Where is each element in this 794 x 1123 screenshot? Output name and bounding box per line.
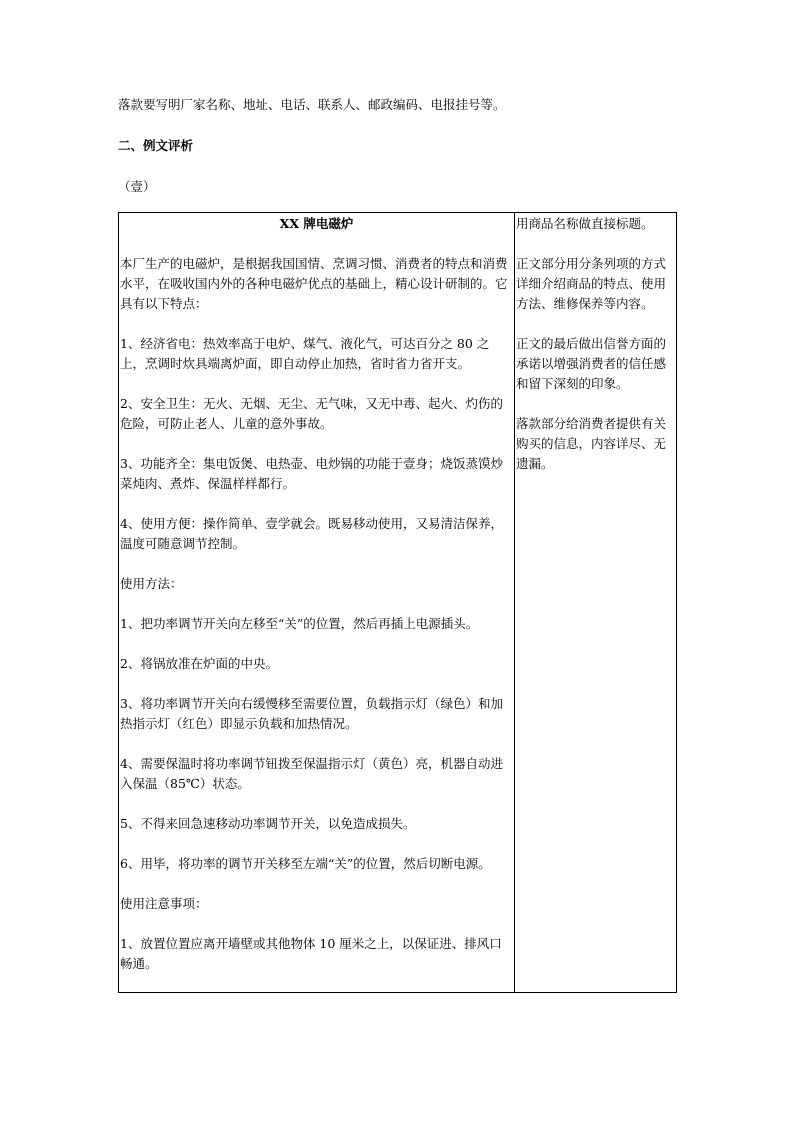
left-paragraph: 2、将锅放准在炉面的中央。 [120, 656, 278, 671]
commentary-paragraph: 落款部分给消费者提供有关购买的信息，内容详尽、无遗漏。 [516, 416, 667, 471]
example-table [118, 212, 677, 993]
left-paragraph: 3、将功率调节开关向右缓慢移至需要位置，负载指示灯（绿色）和加热指示灯（红色）即显示负载和加热情况。 [120, 696, 503, 731]
left-paragraph: 1、放置位置应离开墙壁或其他物体 10 厘米之上，以保证进、排风口畅通。 [120, 936, 502, 971]
left-paragraph: 3、功能齐全：集电饭煲、电热壶、电炒锅的功能于壹身；烧饭蒸馍炒菜炖肉、煮炸、保温样样都行。 [120, 456, 503, 491]
commentary-cell [515, 213, 677, 993]
left-paragraph: 2、安全卫生：无火、无烟、无尘、无气味，又无中毒、起火、灼伤的危险，可防止老人、儿童的意外事故。 [120, 396, 503, 431]
left-paragraph: 4、使用方便：操作简单、壹学就会。既易移动使用，又易清洁保养，温度可随意调节控制。 [120, 516, 503, 551]
left-paragraph: 1、把功率调节开关向左移至“关”的位置，然后再插上电源插头。 [120, 616, 479, 631]
left-paragraph: 5、不得来回急速移动功率调节开关，以免造成损失。 [120, 816, 416, 831]
commentary-paragraph: 正文的最后做出信誉方面的承诺以增强消费者的信任感和留下深刻的印象。 [516, 336, 667, 391]
left-paragraph: 使用方法： [120, 576, 183, 591]
left-paragraph: 4、需要保温时将功率调节钮拨至保温指示灯（黄色）亮，机器自动进入保温（85℃）状态。 [120, 756, 503, 791]
commentary-paragraph: 用商品名称做直接标题。 [516, 216, 654, 231]
product-text-cell [119, 213, 515, 993]
commentary-paragraph: 正文部分用分条列项的方式详细介绍商品的特点、使用方法、维修保养等内容。 [516, 256, 667, 311]
intro-line: 落款要写明厂家名称、地址、电话、联系人、邮政编码、电报挂号等。 [118, 97, 506, 112]
left-paragraph: 本厂生产的电磁炉，是根据我国国情、烹调习惯、消费者的特点和消费水平，在吸收国内外的各种电磁炉优点的基础上，精心设计研制的。它具有以下特点： [120, 256, 508, 311]
left-paragraph: 6、用毕，将功率的调节开关移至左端“关”的位置，然后切断电源。 [120, 856, 491, 871]
product-title: XX 牌电磁炉 [279, 216, 354, 231]
left-paragraph: 1、经济省电：热效率高于电炉、煤气、液化气，可达百分之 80 之上，烹调时炊具端离炉面，即自动停止加热，省时省力省开支。 [120, 336, 490, 371]
section-heading: 二、例文评析 [118, 138, 194, 153]
sub-label: （壹） [118, 179, 156, 194]
left-paragraph: 使用注意事项： [120, 896, 208, 911]
